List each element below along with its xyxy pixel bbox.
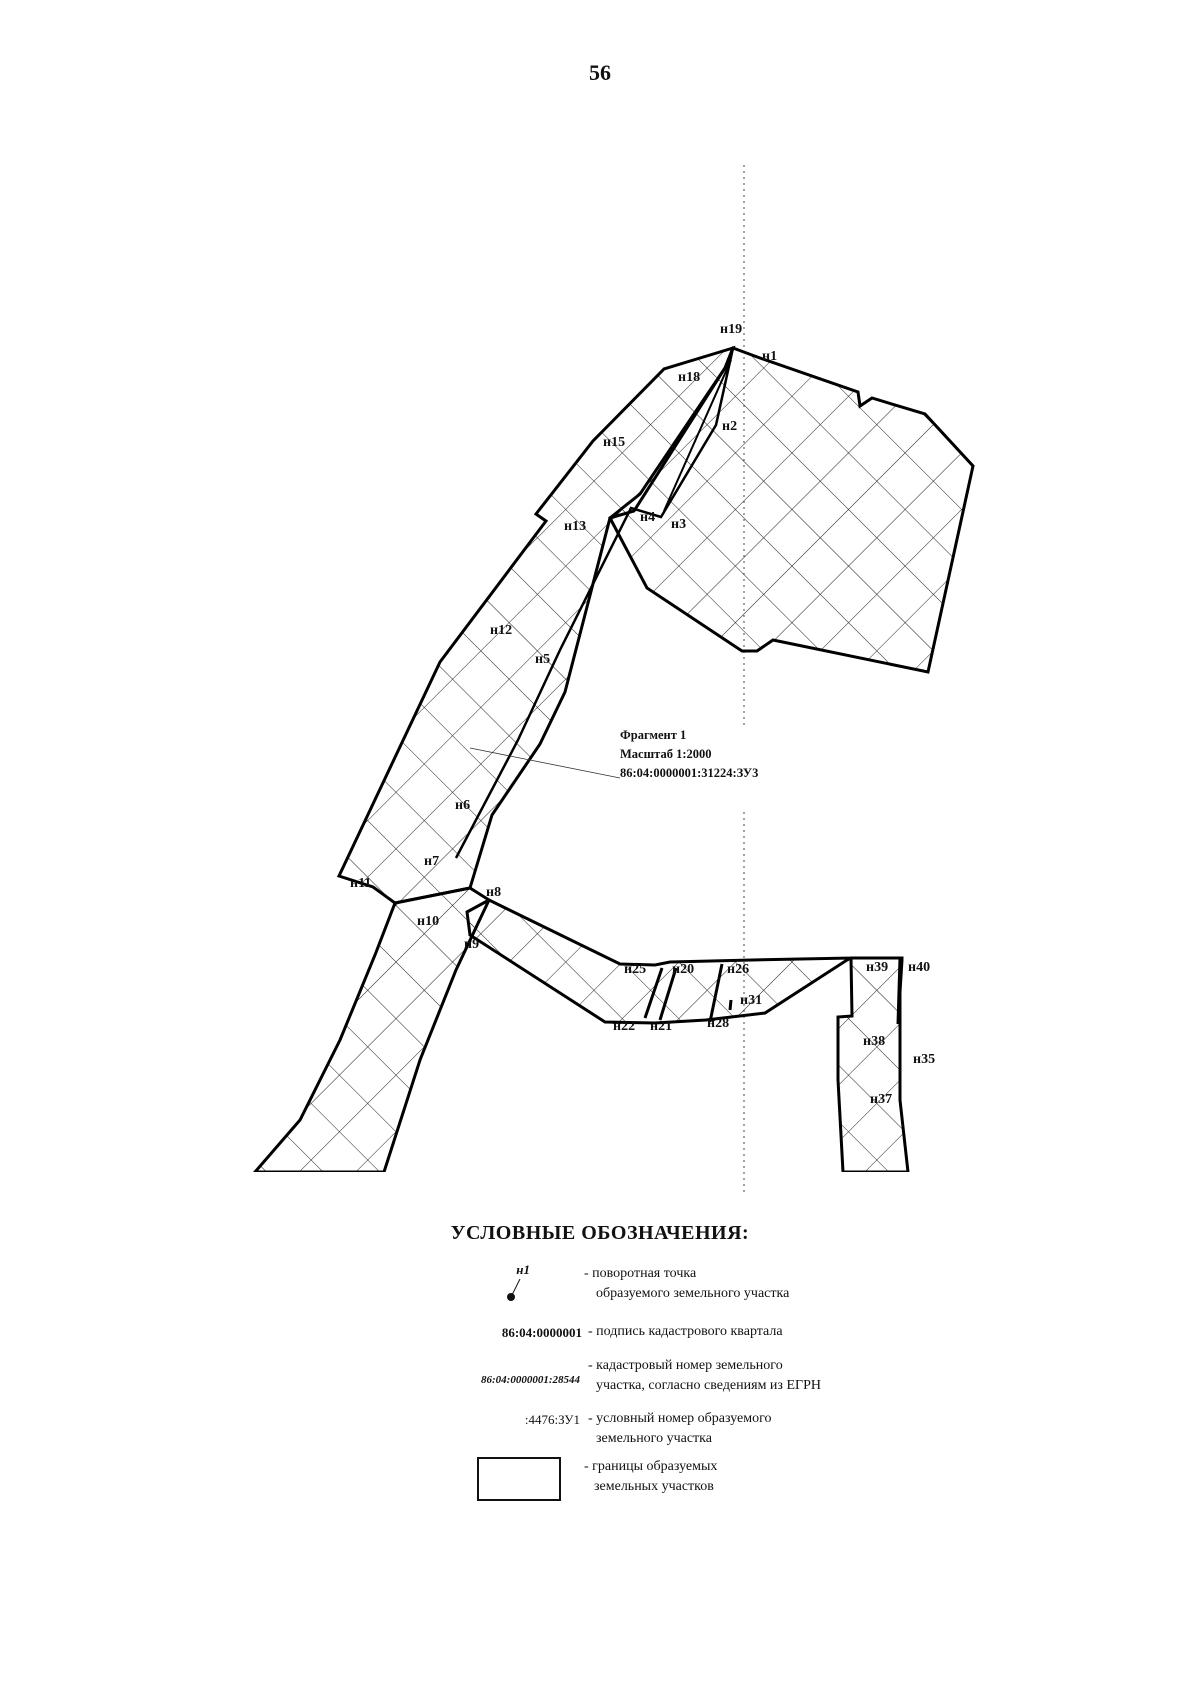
point-label-n3: н3 [671, 517, 687, 532]
point-label-n11: н11 [350, 876, 372, 891]
fragment-parcel-number: 86:04:0000001:31224:ЗУ3 [620, 766, 759, 780]
point-label-n7: н7 [424, 854, 440, 869]
point-label-n38: н38 [863, 1034, 886, 1049]
point-label-n37: н37 [870, 1092, 893, 1107]
turning-point-icon [504, 1275, 528, 1305]
legend-symbol-cadastral: 86:04:0000001:28544 [481, 1374, 580, 1386]
parcel-west-strip [339, 348, 733, 903]
legend-text-3a: - кадастровый номер земельного [588, 1358, 783, 1373]
point-label-n8: н8 [486, 885, 502, 900]
legend-symbol-point-label: н1 [516, 1262, 530, 1277]
point-label-n4: н4 [640, 510, 656, 525]
point-label-n40: н40 [908, 960, 931, 975]
point-label-n9: н9 [464, 937, 480, 952]
boundary-swatch [477, 1457, 561, 1501]
legend-symbol-quarter: 86:04:0000001 [501, 1325, 582, 1340]
point-label-n15: н15 [603, 435, 626, 450]
point-label-n18: н18 [678, 370, 701, 385]
fragment-title: Фрагмент 1 [620, 728, 687, 742]
point-label-n10: н10 [417, 914, 440, 929]
point-label-n25: н25 [624, 962, 647, 977]
legend-text-5b: земельных участков [594, 1479, 714, 1494]
point-label-n12: н12 [490, 623, 513, 638]
parcel-southwest-strip [255, 888, 489, 1172]
page-number: 56 [589, 60, 611, 85]
point-label-n35: н35 [913, 1052, 936, 1067]
point-label-n31: н31 [740, 993, 763, 1008]
point-label-n6: н6 [455, 798, 471, 813]
legend-text-5a: - границы образуемых [584, 1459, 718, 1474]
point-label-n13: н13 [564, 519, 587, 534]
point-label-n20: н20 [672, 962, 695, 977]
point-label-n2: н2 [722, 419, 738, 434]
legend-text-3b: участка, согласно сведениям из ЕГРН [596, 1378, 821, 1393]
point-label-n1: н1 [762, 349, 778, 364]
point-label-n19: н19 [720, 322, 743, 337]
legend-symbol-conditional: :4476:ЗУ1 [524, 1412, 580, 1427]
legend-text-4b: земельного участка [596, 1431, 712, 1446]
point-label-n21: н21 [650, 1019, 673, 1034]
point-label-n28: н28 [707, 1016, 730, 1031]
legend-text-1a: - поворотная точка [584, 1266, 697, 1281]
point-label-n22: н22 [613, 1019, 636, 1034]
legend-text-4a: - условный номер образуемого [588, 1411, 772, 1426]
parcel-corridor-east [467, 900, 908, 1172]
legend-title: УСЛОВНЫЕ ОБОЗНАЧЕНИЯ: [450, 1222, 750, 1244]
legend-text-1b: образуемого земельного участка [596, 1286, 790, 1301]
point-label-n5: н5 [535, 652, 551, 667]
legend-text-2a: - подпись кадастрового квартала [588, 1324, 783, 1339]
point-label-n39: н39 [866, 960, 889, 975]
fragment-scale: Масштаб 1:2000 [620, 747, 712, 761]
point-label-n26: н26 [727, 962, 750, 977]
